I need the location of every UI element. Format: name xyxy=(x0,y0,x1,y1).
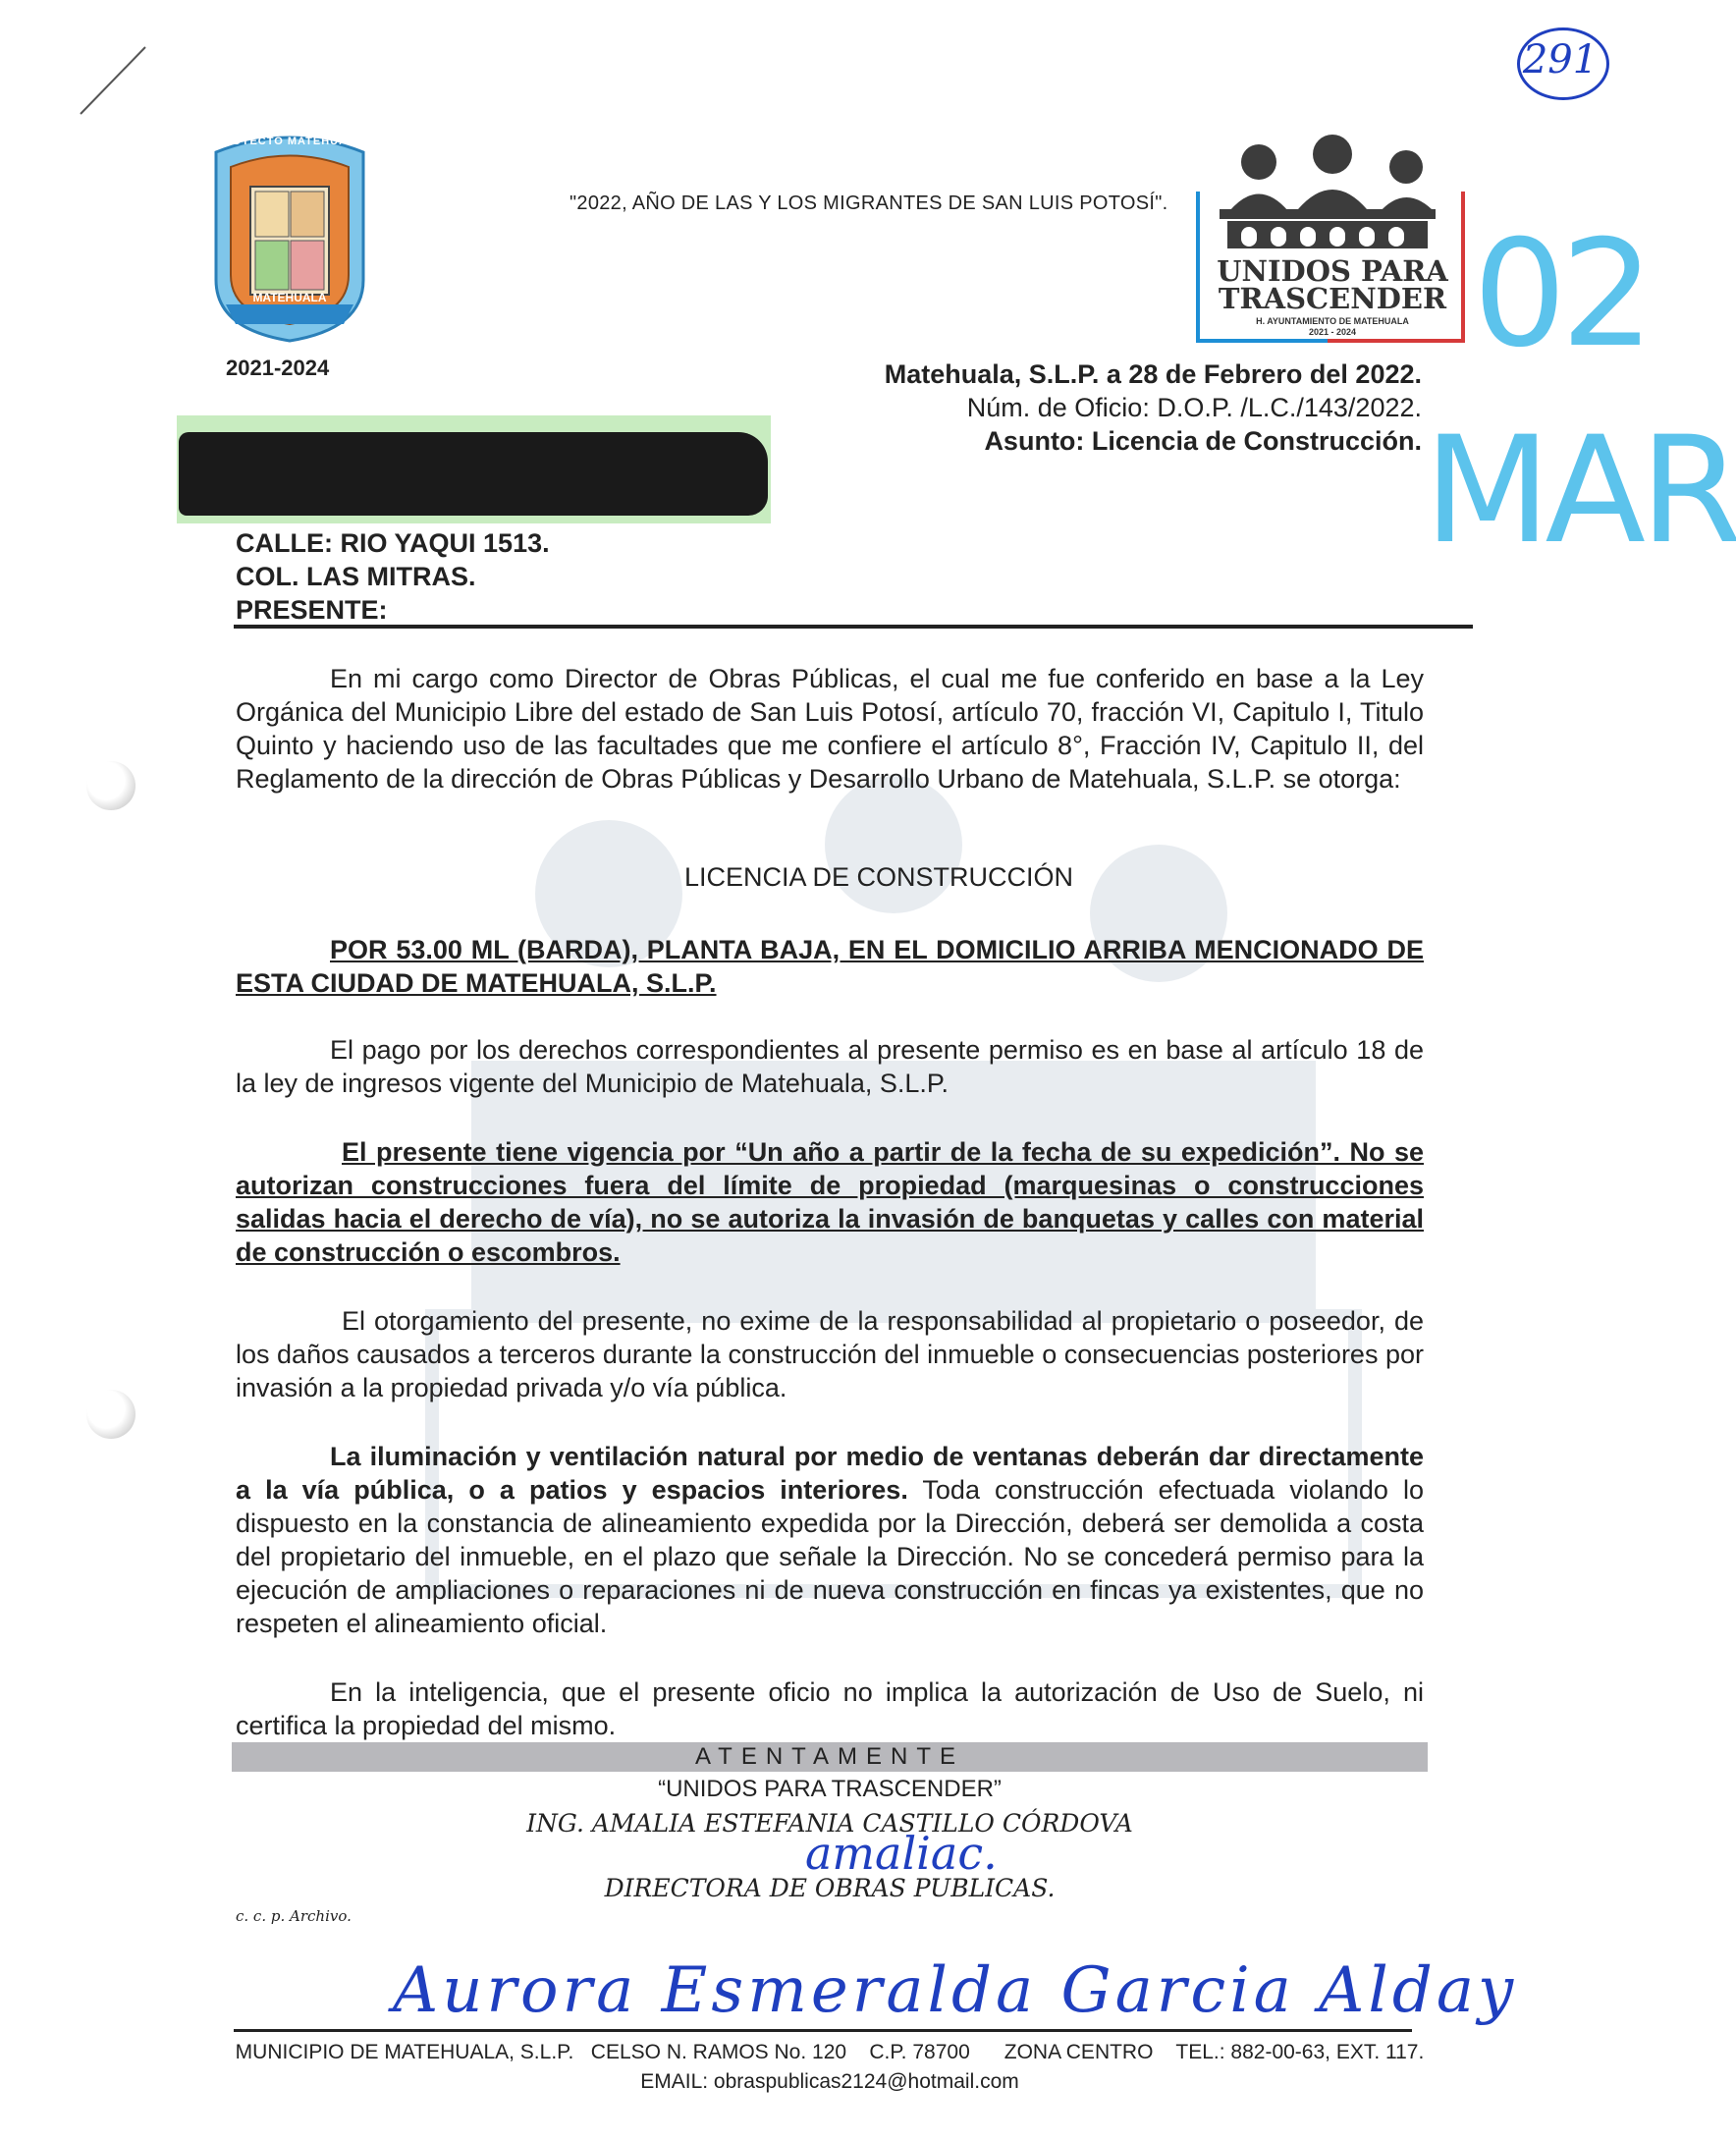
paragraph-responsibility: El otorgamiento del presente, no exime de la responsabilidad al propietario o poseedor, de los daños causados a terceros durante la construcción del inmueble o consecuencias posteriores por invasión a la propiedad privada y/o vía pública. xyxy=(236,1306,1424,1402)
logo-line-trascender: TRASCENDER xyxy=(1218,282,1447,315)
paragraph-authority: En mi cargo como Director de Obras Públicas, el cual me fue conferido en base a la Ley Orgánica del Municipio Libre del estado de San Luis Potosí, artículo 70, fracción VI, Capitulo I, Titulo Quinto y haciendo uso de las facultades que me confiere el artículo 8°, Fracción IV, Capitulo II, del Reglamento de la dirección de Obras Públicas y Desarrollo Urbano de Matehuala, S.L.P. se otorga: xyxy=(236,664,1424,794)
signer-title: DIRECTORA DE OBRAS PUBLICAS. xyxy=(604,1874,1056,1902)
address-street: CALLE: RIO YAQUI 1513. xyxy=(236,528,550,558)
presente-label: PRESENTE: xyxy=(236,595,388,625)
asunto-line: Asunto: Licencia de Construcción. xyxy=(984,426,1422,456)
license-heading: LICENCIA DE CONSTRUCCIÓN xyxy=(683,862,1074,892)
crest-bottom-text: MATEHUALA xyxy=(252,291,327,304)
ccp-archive: c. c. p. Archivo. xyxy=(236,1907,352,1925)
recipient-signature: Aurora Esmeralda Garcia Alday xyxy=(393,1954,1518,2027)
footer-email: EMAIL: obraspublicas2124@hotmail.com xyxy=(640,2070,1019,2093)
logo-line-years: 2021 - 2024 xyxy=(1308,327,1357,337)
hole-punch-top xyxy=(86,761,136,810)
paragraph-validity: El presente tiene vigencia por “Un año a partir de la fecha de su expedición”. No se autorizan construcciones fuera del límite de propiedad (marquesinas o construcciones salidas hacia el derecho de vía), no se autoriza la invasión de banquetas y calles con material de construcción o escombros. xyxy=(236,1137,1424,1267)
municipal-crest xyxy=(196,133,383,344)
pen-scratch-mark xyxy=(77,39,155,118)
received-stamp-month: MAR xyxy=(1424,406,1736,576)
closing-slogan: “UNIDOS PARA TRASCENDER” xyxy=(658,1776,1002,1802)
license-description: POR 53.00 ML (BARDA), PLANTA BAJA, EN EL DOMICILIO ARRIBA MENCIONADO DE ESTA CIUDAD DE MATEHUALA, S.L.P. xyxy=(236,935,1424,998)
page-number-text: 291 xyxy=(1522,37,1599,82)
address-divider xyxy=(234,625,1473,629)
signer-name: ING. AMALIA ESTEFANIA CASTILLO CÓRDOVA xyxy=(526,1809,1133,1838)
director-signature: amaliac. xyxy=(805,1827,998,1880)
year-slogan: "2022, AÑO DE LAS Y LOS MIGRANTES DE SAN LUIS POTOSÍ". xyxy=(570,192,1168,214)
address-colony: COL. LAS MITRAS. xyxy=(236,562,476,591)
paragraph-land-use: En la inteligencia, que el presente oficio no implica la autorización de Uso de Suelo, ni certifica la propiedad del mismo. xyxy=(236,1677,1424,1740)
hole-punch-bottom xyxy=(86,1390,136,1439)
logo-line-ayuntamiento: H. AYUNTAMIENTO DE MATEHUALA xyxy=(1256,316,1409,326)
atentamente-label: ATENTAMENTE xyxy=(694,1743,965,1770)
logo-line-unidos: UNIDOS PARA xyxy=(1217,254,1448,288)
period-label: 2021-2024 xyxy=(226,356,330,380)
oficio-number: Núm. de Oficio: D.O.P. /L.C./143/2022. xyxy=(966,393,1422,422)
paragraph-payment: El pago por los derechos correspondientes al presente permiso es en base al artículo 18 de la ley de ingresos vigente del Municipio de Matehuala, S.L.P. xyxy=(236,1035,1424,1098)
paragraph-ventilation: La iluminación y ventilación natural por medio de ventanas deberán dar directamente a la vía pública, o a patios y espacios interiores. Toda construcción efectuada violando lo dispuesto en la constancia de alineamiento expedida por la Dirección, deberá ser demolida a costa del propietario del inmueble, en el plazo que señale la Dirección. No se concederá permiso para la ejecución de ampliaciones o reparaciones ni de nueva construcción en fincas ya existentes, que no respeten el alineamiento oficial. xyxy=(236,1442,1424,1638)
crest-top-text: PROYECTO MATEHUALA xyxy=(215,136,364,147)
footer-rule xyxy=(234,2029,1412,2032)
footer-address: MUNICIPIO DE MATEHUALA, S.L.P. CELSO N. RAMOS No. 120 C.P. 78700 ZONA CENTRO TEL.: 882-00-63, EXT. 117. xyxy=(235,2041,1425,2063)
redacted-recipient-name xyxy=(179,432,768,516)
date-line: Matehuala, S.L.P. a 28 de Febrero del 2022. xyxy=(884,359,1422,389)
received-stamp-day: 02 xyxy=(1473,209,1649,380)
